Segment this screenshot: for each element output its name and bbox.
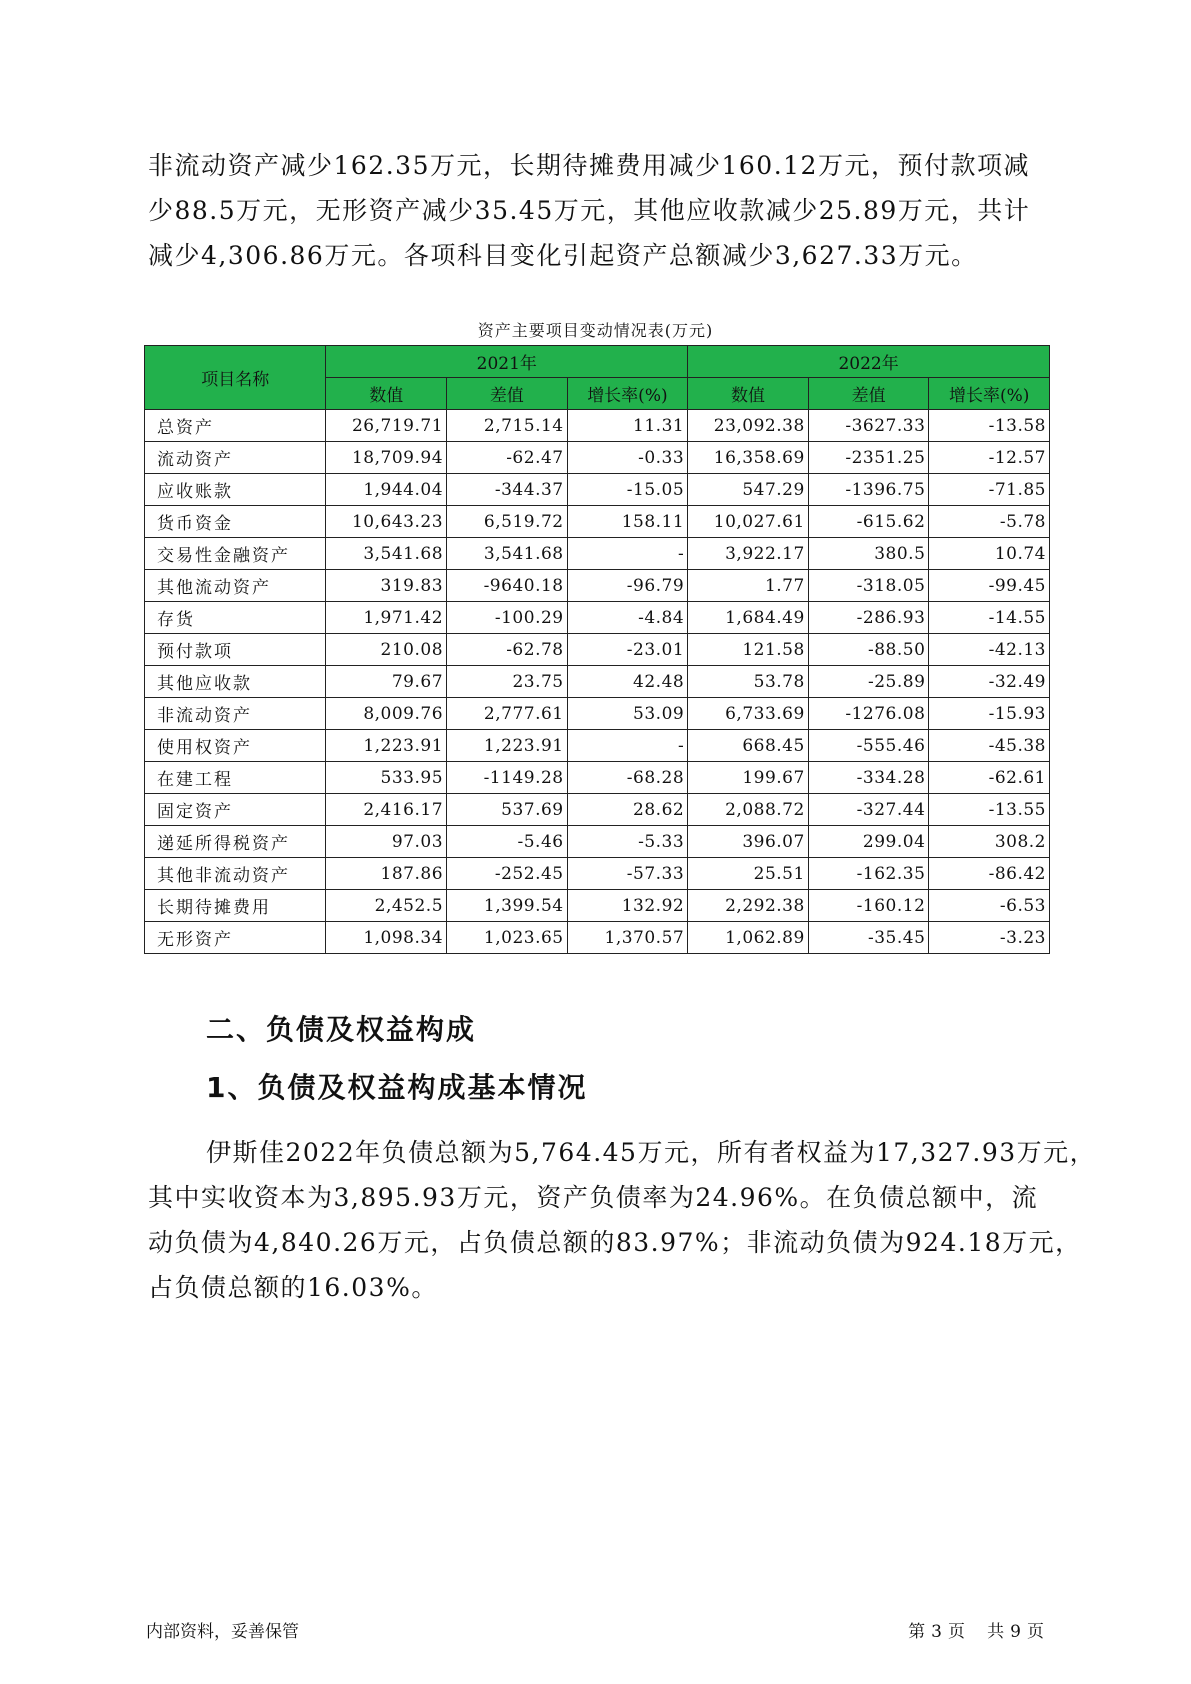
- cell-value-2021: 319.83: [326, 570, 447, 602]
- cell-value-2021: 1,944.04: [326, 474, 447, 506]
- cell-value-2022: 23,092.38: [688, 410, 809, 442]
- header-growth-2022: 增长率(%): [929, 378, 1050, 410]
- cell-value-2021: 1,098.34: [326, 922, 447, 954]
- cell-value-2022: 1,684.49: [688, 602, 809, 634]
- cell-value-2022: 121.58: [688, 634, 809, 666]
- row-item-name: 固定资产: [145, 794, 326, 826]
- table-row: [145, 506, 1050, 538]
- cell-diff-2021: -62.47: [447, 442, 568, 474]
- cell-diff-2021: -344.37: [447, 474, 568, 506]
- table-row: [145, 410, 1050, 442]
- cell-value-2022: 16,358.69: [688, 442, 809, 474]
- row-item-name: 其他非流动资产: [145, 858, 326, 890]
- cell-growth-2022: -6.53: [929, 890, 1050, 922]
- cell-diff-2022: -88.50: [808, 634, 929, 666]
- header-year-2021: 2021年: [326, 346, 688, 378]
- row-item-name: 使用权资产: [145, 730, 326, 762]
- cell-diff-2022: -615.62: [808, 506, 929, 538]
- cell-growth-2021: -5.33: [567, 826, 688, 858]
- cell-growth-2021: -4.84: [567, 602, 688, 634]
- total-prefix: 共: [987, 1622, 1005, 1642]
- liability-line-3: 动负债为4,840.26万元，占负债总额的83.97%；非流动负债为924.18万元，: [148, 1228, 1082, 1257]
- cell-value-2021: 97.03: [326, 826, 447, 858]
- section-heading: 二、负债及权益构成: [206, 1013, 477, 1046]
- cell-diff-2022: -162.35: [808, 858, 929, 890]
- header-value-2022: 数值: [688, 378, 809, 410]
- cell-value-2022: 3,922.17: [688, 538, 809, 570]
- cell-growth-2022: -5.78: [929, 506, 1050, 538]
- cell-growth-2021: 11.31: [567, 410, 688, 442]
- row-item-name: 应收账款: [145, 474, 326, 506]
- intro-line-1: 非流动资产减少162.35万元，长期待摊费用减少160.12万元，预付款项减: [148, 151, 1030, 180]
- table-row: [145, 890, 1050, 922]
- cell-value-2022: 53.78: [688, 666, 809, 698]
- cell-growth-2021: -68.28: [567, 762, 688, 794]
- cell-diff-2022: -318.05: [808, 570, 929, 602]
- cell-growth-2021: -: [567, 730, 688, 762]
- cell-diff-2022: -334.28: [808, 762, 929, 794]
- cell-growth-2021: 28.62: [567, 794, 688, 826]
- cell-value-2022: 25.51: [688, 858, 809, 890]
- cell-growth-2022: -99.45: [929, 570, 1050, 602]
- row-item-name: 流动资产: [145, 442, 326, 474]
- intro-line-3: 减少4,306.86万元。各项科目变化引起资产总额减少3,627.33万元。: [148, 241, 978, 270]
- header-item-name: 项目名称: [145, 346, 326, 410]
- cell-diff-2022: -160.12: [808, 890, 929, 922]
- cell-value-2021: 3,541.68: [326, 538, 447, 570]
- table-row: [145, 602, 1050, 634]
- table-row: [145, 730, 1050, 762]
- cell-growth-2022: -13.58: [929, 410, 1050, 442]
- table-row: [145, 762, 1050, 794]
- cell-growth-2021: 53.09: [567, 698, 688, 730]
- cell-diff-2022: -555.46: [808, 730, 929, 762]
- cell-diff-2021: 1,023.65: [447, 922, 568, 954]
- cell-value-2021: 533.95: [326, 762, 447, 794]
- table-row: [145, 442, 1050, 474]
- cell-growth-2022: -13.55: [929, 794, 1050, 826]
- table-row: [145, 538, 1050, 570]
- cell-value-2021: 210.08: [326, 634, 447, 666]
- table-body: [145, 410, 1050, 954]
- row-item-name: 存货: [145, 602, 326, 634]
- cell-value-2021: 187.86: [326, 858, 447, 890]
- cell-growth-2021: 42.48: [567, 666, 688, 698]
- cell-diff-2021: -100.29: [447, 602, 568, 634]
- row-item-name: 在建工程: [145, 762, 326, 794]
- liability-line-2: 其中实收资本为3,895.93万元，资产负债率为24.96%。在负债总额中，流: [148, 1183, 1039, 1212]
- cell-growth-2021: -57.33: [567, 858, 688, 890]
- cell-growth-2021: -: [567, 538, 688, 570]
- cell-diff-2021: -252.45: [447, 858, 568, 890]
- page-prefix: 第: [908, 1622, 926, 1642]
- cell-value-2021: 10,643.23: [326, 506, 447, 538]
- cell-diff-2021: 3,541.68: [447, 538, 568, 570]
- page-suffix: 页: [947, 1622, 965, 1642]
- cell-diff-2021: 1,223.91: [447, 730, 568, 762]
- liability-paragraph: [148, 1130, 1097, 1310]
- liability-line-4: 占负债总额的16.03%。: [148, 1273, 438, 1302]
- cell-value-2022: 10,027.61: [688, 506, 809, 538]
- cell-diff-2022: -2351.25: [808, 442, 929, 474]
- asset-changes-table: [144, 345, 1050, 954]
- header-diff-2022: 差值: [808, 378, 929, 410]
- cell-growth-2021: 132.92: [567, 890, 688, 922]
- row-item-name: 递延所得税资产: [145, 826, 326, 858]
- cell-diff-2022: -1276.08: [808, 698, 929, 730]
- table-row: [145, 858, 1050, 890]
- cell-diff-2021: -1149.28: [447, 762, 568, 794]
- cell-growth-2022: -32.49: [929, 666, 1050, 698]
- confidential-notice: 内部资料，妥善保管: [146, 1622, 299, 1642]
- table-row: [145, 922, 1050, 954]
- cell-growth-2022: -86.42: [929, 858, 1050, 890]
- total-suffix: 页: [1027, 1622, 1044, 1642]
- cell-growth-2021: -96.79: [567, 570, 688, 602]
- subsection-heading: 1、负债及权益构成基本情况: [206, 1071, 588, 1104]
- cell-value-2021: 1,223.91: [326, 730, 447, 762]
- liability-line-1: 伊斯佳2022年负债总额为5,764.45万元，所有者权益为17,327.93万元，: [206, 1138, 1097, 1167]
- table-row: [145, 794, 1050, 826]
- cell-value-2021: 2,416.17: [326, 794, 447, 826]
- page-indicator: [905, 1617, 1047, 1642]
- cell-growth-2021: -23.01: [567, 634, 688, 666]
- cell-growth-2022: -12.57: [929, 442, 1050, 474]
- cell-diff-2021: 1,399.54: [447, 890, 568, 922]
- header-value-2021: 数值: [326, 378, 447, 410]
- cell-diff-2022: -286.93: [808, 602, 929, 634]
- cell-value-2021: 2,452.5: [326, 890, 447, 922]
- cell-growth-2021: 1,370.57: [567, 922, 688, 954]
- table-row: [145, 634, 1050, 666]
- cell-value-2022: 2,292.38: [688, 890, 809, 922]
- intro-line-2: 少88.5万元，无形资产减少35.45万元，其他应收款减少25.89万元，共计: [148, 196, 1031, 225]
- cell-diff-2021: 537.69: [447, 794, 568, 826]
- row-item-name: 非流动资产: [145, 698, 326, 730]
- cell-growth-2021: 158.11: [567, 506, 688, 538]
- cell-growth-2022: 308.2: [929, 826, 1050, 858]
- header-growth-2021: 增长率(%): [567, 378, 688, 410]
- row-item-name: 总资产: [145, 410, 326, 442]
- cell-growth-2022: -15.93: [929, 698, 1050, 730]
- cell-value-2021: 79.67: [326, 666, 447, 698]
- table-row: [145, 474, 1050, 506]
- cell-diff-2022: -3627.33: [808, 410, 929, 442]
- cell-diff-2022: -327.44: [808, 794, 929, 826]
- intro-paragraph: [148, 143, 1048, 278]
- cell-diff-2022: -1396.75: [808, 474, 929, 506]
- cell-value-2021: 8,009.76: [326, 698, 447, 730]
- table-caption: 资产主要项目变动情况表(万元): [477, 321, 714, 340]
- cell-value-2022: 6,733.69: [688, 698, 809, 730]
- cell-growth-2021: -0.33: [567, 442, 688, 474]
- table-row: [145, 570, 1050, 602]
- cell-growth-2022: -42.13: [929, 634, 1050, 666]
- row-item-name: 无形资产: [145, 922, 326, 954]
- cell-diff-2022: -35.45: [808, 922, 929, 954]
- cell-diff-2021: -62.78: [447, 634, 568, 666]
- cell-diff-2021: 2,715.14: [447, 410, 568, 442]
- cell-value-2022: 2,088.72: [688, 794, 809, 826]
- page-number: 3: [931, 1622, 942, 1642]
- cell-diff-2021: 6,519.72: [447, 506, 568, 538]
- cell-growth-2022: -45.38: [929, 730, 1050, 762]
- cell-diff-2021: -9640.18: [447, 570, 568, 602]
- cell-diff-2022: -25.89: [808, 666, 929, 698]
- cell-growth-2022: -71.85: [929, 474, 1050, 506]
- cell-value-2022: 547.29: [688, 474, 809, 506]
- table-row: [145, 698, 1050, 730]
- cell-diff-2021: 23.75: [447, 666, 568, 698]
- cell-value-2021: 1,971.42: [326, 602, 447, 634]
- row-item-name: 预付款项: [145, 634, 326, 666]
- row-item-name: 长期待摊费用: [145, 890, 326, 922]
- header-diff-2021: 差值: [447, 378, 568, 410]
- table-header-row-years: [145, 346, 1050, 378]
- cell-value-2022: 668.45: [688, 730, 809, 762]
- table-row: [145, 666, 1050, 698]
- header-year-2022: 2022年: [688, 346, 1050, 378]
- cell-value-2022: 1,062.89: [688, 922, 809, 954]
- cell-diff-2022: 380.5: [808, 538, 929, 570]
- cell-diff-2021: 2,777.61: [447, 698, 568, 730]
- cell-value-2022: 1.77: [688, 570, 809, 602]
- total-pages: 9: [1010, 1622, 1021, 1642]
- row-item-name: 其他应收款: [145, 666, 326, 698]
- row-item-name: 货币资金: [145, 506, 326, 538]
- cell-diff-2022: 299.04: [808, 826, 929, 858]
- cell-growth-2022: 10.74: [929, 538, 1050, 570]
- cell-growth-2022: -14.55: [929, 602, 1050, 634]
- cell-value-2021: 26,719.71: [326, 410, 447, 442]
- cell-growth-2022: -62.61: [929, 762, 1050, 794]
- cell-growth-2021: -15.05: [567, 474, 688, 506]
- cell-value-2022: 396.07: [688, 826, 809, 858]
- cell-value-2021: 18,709.94: [326, 442, 447, 474]
- cell-diff-2021: -5.46: [447, 826, 568, 858]
- cell-value-2022: 199.67: [688, 762, 809, 794]
- row-item-name: 其他流动资产: [145, 570, 326, 602]
- table-row: [145, 826, 1050, 858]
- row-item-name: 交易性金融资产: [145, 538, 326, 570]
- cell-growth-2022: -3.23: [929, 922, 1050, 954]
